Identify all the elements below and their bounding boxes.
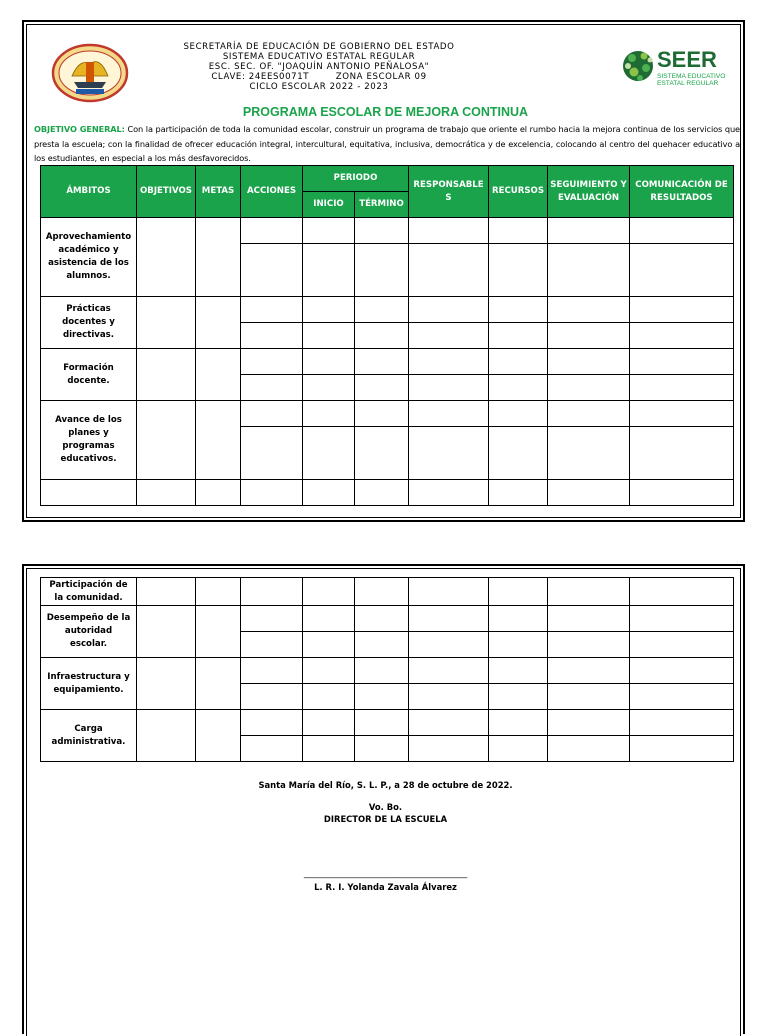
- table-cell[interactable]: [355, 658, 409, 684]
- table-cell[interactable]: [355, 401, 409, 427]
- table-cell[interactable]: [241, 427, 303, 480]
- table-cell[interactable]: [303, 218, 355, 244]
- table-cell[interactable]: [137, 710, 196, 762]
- table-cell[interactable]: [355, 349, 409, 375]
- table-cell[interactable]: [409, 244, 489, 297]
- table-cell[interactable]: [489, 375, 548, 401]
- improvement-plan-table: [40, 165, 734, 506]
- ambito-cell: Aprovechamiento académico y asistencia de los alumnos.: [41, 218, 137, 297]
- col-metas: METAS: [196, 166, 241, 218]
- table-cell[interactable]: [241, 736, 303, 762]
- table-cell[interactable]: [630, 297, 734, 323]
- general-objective: [34, 122, 740, 166]
- table-cell[interactable]: [196, 218, 241, 297]
- table-cell[interactable]: [548, 349, 630, 375]
- table-cell[interactable]: [630, 375, 734, 401]
- table-cell[interactable]: [137, 349, 196, 401]
- table-cell[interactable]: [355, 632, 409, 658]
- table-cell[interactable]: [137, 401, 196, 480]
- table-cell[interactable]: [409, 480, 489, 506]
- table-cell[interactable]: [241, 375, 303, 401]
- table-cell[interactable]: [548, 606, 630, 632]
- institution-header: [154, 42, 484, 92]
- table-cell[interactable]: [355, 578, 409, 606]
- table-cell[interactable]: [137, 297, 196, 349]
- table-cell[interactable]: [489, 480, 548, 506]
- table-cell[interactable]: [303, 323, 355, 349]
- table-cell[interactable]: [409, 349, 489, 375]
- table-cell[interactable]: [355, 218, 409, 244]
- table-cell[interactable]: [630, 349, 734, 375]
- table-cell[interactable]: [630, 244, 734, 297]
- table-cell[interactable]: [355, 606, 409, 632]
- table-cell[interactable]: [489, 427, 548, 480]
- table-cell[interactable]: [548, 658, 630, 684]
- table-cell[interactable]: [409, 323, 489, 349]
- table-cell[interactable]: [548, 297, 630, 323]
- place-date: Santa María del Río, S. L. P., a 28 de octubre de 2022.: [258, 780, 513, 790]
- table-cell[interactable]: [196, 658, 241, 710]
- table-cell[interactable]: [241, 710, 303, 736]
- table-cell[interactable]: [489, 606, 548, 632]
- table-cell[interactable]: [630, 684, 734, 710]
- table-cell[interactable]: [241, 480, 303, 506]
- table-cell[interactable]: [241, 578, 303, 606]
- table-cell[interactable]: [303, 658, 355, 684]
- table-cell[interactable]: [630, 632, 734, 658]
- table-cell[interactable]: [196, 606, 241, 658]
- table-cell[interactable]: [409, 684, 489, 710]
- table-cell[interactable]: [548, 244, 630, 297]
- school-logo: [50, 42, 130, 104]
- col-comunicacion: COMUNICACIÓN DE RESULTADOS: [630, 166, 734, 218]
- table-cell[interactable]: [548, 401, 630, 427]
- table-cell[interactable]: [489, 297, 548, 323]
- table-cell[interactable]: [630, 480, 734, 506]
- table-cell[interactable]: [303, 480, 355, 506]
- table-cell[interactable]: [41, 480, 137, 506]
- signature-line: _______________________________________: [303, 868, 468, 878]
- table-cell[interactable]: [303, 244, 355, 297]
- ambito-cell: Prácticas docentes y directivas.: [41, 297, 137, 349]
- table-cell[interactable]: [409, 297, 489, 323]
- document-page-2: [22, 564, 745, 1034]
- vobo-label: Vo. Bo.: [368, 802, 403, 812]
- table-cell[interactable]: [241, 632, 303, 658]
- table-cell[interactable]: [630, 658, 734, 684]
- director-name: L. R. I. Yolanda Zavala Álvarez: [314, 882, 457, 892]
- table-cell[interactable]: [355, 684, 409, 710]
- ambito-cell: Formación docente.: [41, 349, 137, 401]
- table-cell[interactable]: [630, 578, 734, 606]
- table-cell[interactable]: [409, 606, 489, 632]
- col-recursos: RECURSOS: [489, 166, 548, 218]
- table-cell[interactable]: [548, 684, 630, 710]
- table-cell[interactable]: [548, 323, 630, 349]
- table-cell[interactable]: [303, 684, 355, 710]
- table-cell[interactable]: [355, 375, 409, 401]
- director-role: DIRECTOR DE LA ESCUELA: [323, 814, 448, 824]
- table-cell[interactable]: [489, 349, 548, 375]
- col-acciones: ACCIONES: [241, 166, 303, 218]
- table-cell[interactable]: [409, 375, 489, 401]
- table-cell[interactable]: [489, 218, 548, 244]
- header-line-5: CICLO ESCOLAR 2022 - 2023: [249, 82, 389, 92]
- col-responsables: RESPONSABLE S: [409, 166, 489, 218]
- table-cell[interactable]: [409, 218, 489, 244]
- table-cell[interactable]: [409, 736, 489, 762]
- table-cell[interactable]: [548, 578, 630, 606]
- seer-logo: [620, 40, 738, 92]
- col-ambitos: ÁMBITOS: [41, 166, 137, 218]
- table-cell[interactable]: [241, 349, 303, 375]
- table-cell[interactable]: [241, 658, 303, 684]
- objective-label: OBJETIVO GENERAL:: [34, 124, 125, 134]
- table-cell[interactable]: [241, 684, 303, 710]
- table-cell[interactable]: [489, 658, 548, 684]
- table-cell[interactable]: [489, 244, 548, 297]
- table-cell[interactable]: [489, 684, 548, 710]
- table-cell[interactable]: [137, 218, 196, 297]
- table-cell[interactable]: [355, 323, 409, 349]
- table-cell[interactable]: [409, 427, 489, 480]
- table-cell[interactable]: [241, 218, 303, 244]
- table-cell[interactable]: [548, 632, 630, 658]
- table-cell[interactable]: [409, 578, 489, 606]
- table-cell[interactable]: [303, 297, 355, 323]
- table-cell[interactable]: [355, 710, 409, 736]
- table-cell[interactable]: [241, 606, 303, 632]
- table-cell[interactable]: [137, 480, 196, 506]
- objective-text: Con la participación de toda la comunidad escolar, construir un programa de trabajo que oriente el rumbo hacia la mejora continua de los servicios que presta la escuela; con la finalidad de ofrecer educación integral, intercultural, equitativa, inclusiva, democrática y de excelencia, colocando al centro del quehacer educativo a los estudiantes, en especial a los más desfavorecidos.: [34, 124, 740, 163]
- table-cell[interactable]: [355, 297, 409, 323]
- table-cell[interactable]: [409, 632, 489, 658]
- table-cell[interactable]: [489, 401, 548, 427]
- table-cell[interactable]: [303, 427, 355, 480]
- table-cell[interactable]: [303, 375, 355, 401]
- ambito-cell: Desempeño de la autoridad escolar.: [41, 606, 137, 658]
- table-cell[interactable]: [630, 606, 734, 632]
- table-cell[interactable]: [355, 244, 409, 297]
- table-cell[interactable]: [630, 710, 734, 736]
- table-cell[interactable]: [630, 427, 734, 480]
- table-cell[interactable]: [630, 401, 734, 427]
- ambito-cell: Carga administrativa.: [41, 710, 137, 762]
- table-cell[interactable]: [196, 710, 241, 762]
- table-cell[interactable]: [303, 349, 355, 375]
- col-inicio: INICIO: [303, 192, 355, 218]
- table-cell[interactable]: [355, 480, 409, 506]
- table-cell[interactable]: [548, 375, 630, 401]
- table-cell[interactable]: [137, 578, 196, 606]
- col-objetivos: OBJETIVOS: [137, 166, 196, 218]
- table-cell[interactable]: [548, 736, 630, 762]
- table-cell[interactable]: [196, 578, 241, 606]
- seer-emblem-icon: [623, 51, 653, 81]
- table-cell[interactable]: [303, 632, 355, 658]
- document-page-1: [22, 20, 745, 522]
- table-cell[interactable]: [355, 736, 409, 762]
- seer-wordmark: SEER: [657, 47, 717, 72]
- table-cell[interactable]: [409, 710, 489, 736]
- table-cell[interactable]: [489, 323, 548, 349]
- header-line-3: ESC. SEC. OF. "JOAQUÍN ANTONIO PEÑALOSA": [208, 62, 430, 72]
- table-cell[interactable]: [241, 323, 303, 349]
- table-cell[interactable]: [196, 349, 241, 401]
- table-cell[interactable]: [196, 401, 241, 480]
- page-title: PROGRAMA ESCOLAR DE MEJORA CONTINUA: [242, 105, 529, 119]
- col-termino: TÉRMINO: [355, 192, 409, 218]
- table-cell[interactable]: [303, 736, 355, 762]
- header-line-1: SECRETARÍA DE EDUCACIÓN DE GOBIERNO DEL ESTADO: [183, 42, 455, 52]
- table-cell[interactable]: [241, 244, 303, 297]
- table-cell[interactable]: [409, 658, 489, 684]
- table-cell[interactable]: [303, 578, 355, 606]
- table-cell[interactable]: [630, 323, 734, 349]
- table-cell[interactable]: [196, 297, 241, 349]
- seer-subtitle-1: SISTEMA EDUCATIVO: [657, 73, 726, 80]
- col-seguimiento: SEGUIMIENTO Y EVALUACIÓN: [548, 166, 630, 218]
- table-cell[interactable]: [137, 606, 196, 658]
- ambito-cell: Participación de la comunidad.: [41, 578, 137, 606]
- ambito-cell: Infraestructura y equipamiento.: [41, 658, 137, 710]
- seer-subtitle-2: ESTATAL REGULAR: [657, 80, 719, 87]
- improvement-plan-table-continued: [40, 577, 734, 762]
- table-cell[interactable]: [548, 480, 630, 506]
- col-periodo: PERIODO: [303, 166, 409, 192]
- table-cell[interactable]: [355, 427, 409, 480]
- table-cell[interactable]: [548, 218, 630, 244]
- table-cell[interactable]: [303, 606, 355, 632]
- table-cell[interactable]: [303, 710, 355, 736]
- table-cell[interactable]: [489, 578, 548, 606]
- table-cell[interactable]: [303, 401, 355, 427]
- table-cell[interactable]: [489, 710, 548, 736]
- table-cell[interactable]: [409, 401, 489, 427]
- table-cell[interactable]: [548, 710, 630, 736]
- table-cell[interactable]: [548, 427, 630, 480]
- table-cell[interactable]: [196, 480, 241, 506]
- table-cell[interactable]: [630, 218, 734, 244]
- header-line-4: CLAVE: 24EES0071T ZONA ESCOLAR 09: [211, 72, 427, 82]
- table-cell[interactable]: [630, 736, 734, 762]
- table-cell[interactable]: [241, 297, 303, 323]
- table-cell[interactable]: [489, 632, 548, 658]
- ambito-cell: Avance de los planes y programas educativos.: [41, 401, 137, 480]
- header-line-2: SISTEMA EDUCATIVO ESTATAL REGULAR: [222, 52, 416, 62]
- table-cell[interactable]: [241, 401, 303, 427]
- table-cell[interactable]: [137, 658, 196, 710]
- table-cell[interactable]: [489, 736, 548, 762]
